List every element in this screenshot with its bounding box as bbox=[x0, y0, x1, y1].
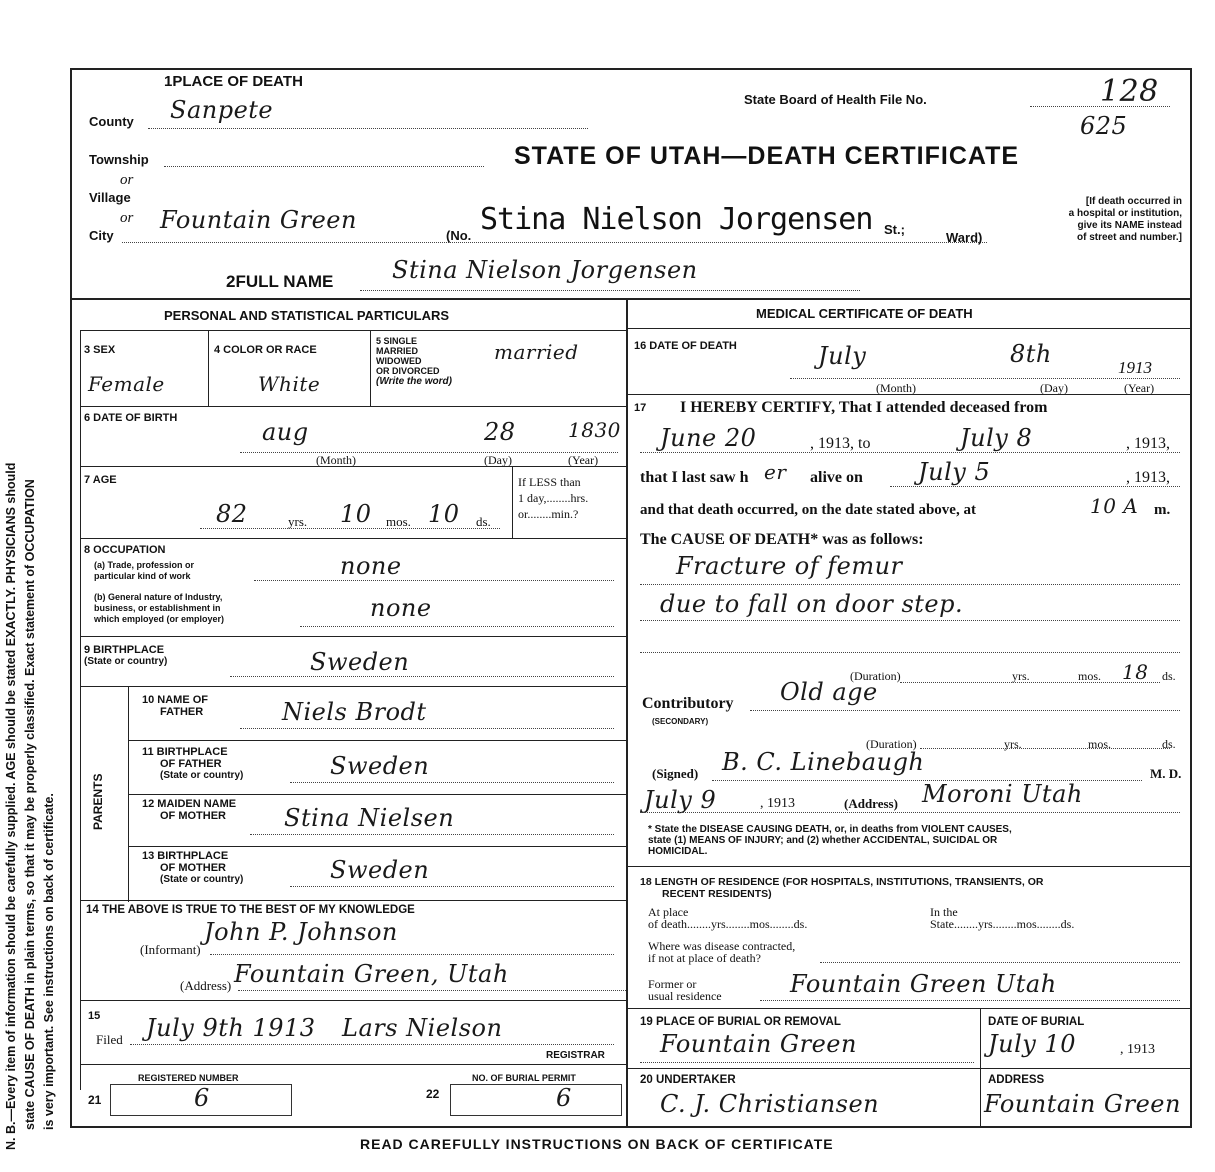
burial-place-line bbox=[640, 1062, 974, 1063]
full-name-value: Stina Nielson Jorgensen bbox=[392, 256, 698, 284]
burial-permit-prefix: 22 bbox=[426, 1087, 440, 1101]
filed-value: July 9th 1913 bbox=[146, 1014, 316, 1042]
file-no-label: State Board of Health File No. bbox=[744, 92, 927, 107]
attended-from-year: , 1913, to bbox=[810, 435, 871, 452]
father-name-label bbox=[142, 694, 208, 718]
header-divider bbox=[70, 298, 1192, 300]
occ-b-label bbox=[94, 592, 224, 625]
contracted bbox=[648, 940, 795, 964]
occ-b-line bbox=[300, 626, 614, 627]
age-less-rule bbox=[512, 466, 513, 538]
dob-label: 6 DATE OF BIRTH bbox=[84, 412, 178, 424]
former-line bbox=[760, 1000, 1180, 1001]
occ-a-label bbox=[94, 560, 194, 582]
occurred-text: and that death occurred, on the date stated above, at bbox=[640, 502, 976, 518]
residence-label-1: 18 LENGTH OF RESIDENCE (FOR HOSPITALS, INSTITUTIONS, TRANSIENTS, OR bbox=[640, 876, 1044, 888]
footnote-3: HOMICIDAL. bbox=[648, 846, 708, 857]
burial-place-label: 19 PLACE OF BURIAL OR REMOVAL bbox=[640, 1016, 841, 1028]
attended-from: June 20 bbox=[660, 424, 757, 452]
last-saw-text-1: that I last saw h bbox=[640, 469, 749, 486]
former-2: usual residence bbox=[648, 989, 722, 1003]
side-instructions bbox=[2, 30, 62, 1150]
burial-date-label: DATE OF BURIAL bbox=[988, 1016, 1085, 1028]
burial-permit-box bbox=[450, 1084, 622, 1116]
duration2-line bbox=[920, 748, 1170, 749]
mother-bp-label-2: OF MOTHER bbox=[160, 862, 226, 874]
dob-day-label: (Day) bbox=[484, 453, 512, 467]
hospital-note-1: [If death occurred in bbox=[1085, 196, 1182, 207]
row-mother-name-rule bbox=[128, 846, 626, 847]
undertaker-address-value: Fountain Green bbox=[984, 1090, 1181, 1118]
signed-label: (Signed) bbox=[652, 766, 699, 781]
informant-line bbox=[210, 954, 614, 955]
occ-a-value: none bbox=[340, 552, 402, 580]
birthplace-value: Sweden bbox=[310, 648, 410, 676]
dob-line bbox=[240, 452, 618, 453]
mother-name-label bbox=[142, 798, 236, 822]
contributory-line bbox=[750, 710, 1180, 711]
personal-section-title: PERSONAL AND STATISTICAL PARTICULARS bbox=[164, 308, 450, 323]
mother-bp-label-1: 13 BIRTHPLACE bbox=[142, 850, 229, 862]
full-name-label: 2FULL NAME bbox=[226, 272, 334, 291]
dod-day-label: (Day) bbox=[1040, 381, 1068, 395]
father-name-value: Niels Brodt bbox=[282, 698, 427, 726]
last-saw-pronoun: er bbox=[764, 460, 787, 484]
registrar-value: Lars Nielson bbox=[342, 1014, 503, 1042]
father-name-label-1: 10 NAME OF bbox=[142, 694, 209, 706]
in-state bbox=[930, 906, 1074, 930]
frame-right bbox=[1190, 68, 1192, 1128]
burial-date-value: July 10 bbox=[988, 1030, 1076, 1058]
no-label: (No. bbox=[446, 228, 472, 243]
mother-bp-line bbox=[290, 886, 614, 887]
burial-place-value: Fountain Green bbox=[660, 1030, 857, 1058]
ward-label: Ward) bbox=[946, 230, 983, 245]
mother-name-line bbox=[250, 834, 614, 835]
mother-bp-value: Sweden bbox=[330, 856, 430, 884]
occurred-m-label: m. bbox=[1154, 502, 1171, 518]
age-ds: 10 bbox=[428, 500, 460, 528]
cause-line-2: due to fall on door step. bbox=[660, 590, 964, 618]
residence-label bbox=[640, 876, 1044, 900]
row-burial-rule bbox=[626, 1068, 1190, 1069]
signed-address-line bbox=[640, 812, 1180, 813]
signed-address-value: Moroni Utah bbox=[922, 780, 1083, 808]
signed-year: , 1913 bbox=[760, 796, 795, 811]
dod-label: 16 DATE OF DEATH bbox=[634, 340, 737, 352]
medical-section-title: MEDICAL CERTIFICATE OF DEATH bbox=[756, 306, 973, 321]
marital-label-3: WIDOWED bbox=[376, 356, 422, 366]
father-name-label-2: FATHER bbox=[160, 706, 204, 718]
center-divider bbox=[626, 298, 628, 1126]
township-line bbox=[164, 166, 484, 167]
filed-line bbox=[130, 1044, 614, 1045]
cause-line-2-rule bbox=[640, 620, 1180, 621]
burial-date-year: , 1913 bbox=[1120, 1042, 1155, 1057]
duration-yrs: yrs. bbox=[1012, 669, 1030, 683]
father-bp-line bbox=[290, 782, 614, 783]
age-less-1: If LESS than bbox=[518, 475, 581, 489]
signed-value: B. C. Linebaugh bbox=[722, 748, 925, 776]
township-label: Township bbox=[89, 152, 149, 167]
age-mos: 10 bbox=[340, 500, 372, 528]
st-label: St.; bbox=[884, 222, 905, 237]
or-label-2: or bbox=[120, 210, 134, 226]
side-note-line-3: is very important. See instructions on back of certificate. bbox=[42, 793, 56, 1130]
row-filed-rule bbox=[80, 1064, 626, 1065]
age-yrs-label: yrs. bbox=[288, 514, 308, 529]
age-ds-label: ds. bbox=[476, 514, 491, 529]
last-saw-line bbox=[890, 486, 1180, 487]
color-value: White bbox=[258, 372, 321, 396]
village-label: Village bbox=[89, 190, 131, 205]
city-value: Fountain Green bbox=[160, 206, 357, 234]
burial-permit-value: 6 bbox=[556, 1084, 572, 1112]
marital-label-1: 5 SINGLE bbox=[376, 336, 418, 346]
informant-heading: 14 THE ABOVE IS TRUE TO THE BEST OF MY KNOWLEDGE bbox=[86, 904, 415, 916]
county-line bbox=[148, 128, 588, 129]
contracted-1: Where was disease contracted, bbox=[648, 939, 796, 953]
former-1: Former or bbox=[648, 977, 697, 991]
duration2-label: (Duration) bbox=[866, 737, 917, 751]
informant-address-line bbox=[238, 990, 626, 991]
at-place-1: At place bbox=[648, 905, 689, 919]
personal-title-rule bbox=[80, 330, 626, 331]
birthplace-label-1: 9 BIRTHPLACE bbox=[84, 644, 165, 656]
father-bp-value: Sweden bbox=[330, 752, 430, 780]
reg-num-prefix: 21 bbox=[88, 1093, 102, 1107]
side-note-line-1: N. B.—Every item of information should be carefully supplied. AGE should be stated EXACTLY. PHYSICIANS should bbox=[4, 462, 18, 1150]
mother-name-label-2: OF MOTHER bbox=[160, 810, 226, 822]
hospital-note-4: of street and number.] bbox=[1076, 232, 1182, 243]
occ-b-label-2: business, or establishment in bbox=[94, 603, 221, 613]
city-label: City bbox=[89, 228, 114, 243]
filed-label: Filed bbox=[96, 1032, 123, 1047]
occ-b-label-1: (b) General nature of Industry, bbox=[94, 592, 223, 602]
informant-label: (Informant) bbox=[140, 942, 201, 957]
typed-name: Stina Nielson Jorgensen bbox=[480, 202, 873, 237]
inner-left-rule bbox=[80, 330, 81, 1090]
last-saw-year: , 1913, bbox=[1126, 469, 1170, 486]
attended-to: July 8 bbox=[960, 424, 1033, 452]
cause-line-3-rule bbox=[640, 652, 1180, 653]
registrar-label: REGISTRAR bbox=[546, 1050, 605, 1061]
marital-label bbox=[376, 336, 452, 388]
row-former-rule bbox=[626, 1008, 1190, 1009]
footnote bbox=[648, 824, 1012, 857]
dob-month: aug bbox=[262, 418, 309, 446]
reg-num-value: 6 bbox=[194, 1084, 210, 1112]
duration-line bbox=[900, 682, 1160, 683]
row-dod-rule bbox=[626, 394, 1190, 395]
attended-line bbox=[640, 452, 1180, 453]
mother-name-value: Stina Nielsen bbox=[284, 804, 455, 832]
signed-address-label: (Address) bbox=[844, 796, 898, 811]
dob-day: 28 bbox=[484, 418, 516, 446]
row-birthplace-rule bbox=[80, 686, 626, 687]
last-saw-text-2: alive on bbox=[810, 469, 863, 486]
full-name-line bbox=[360, 290, 860, 291]
file-no-value: 128 bbox=[1100, 74, 1159, 109]
duration-label: (Duration) bbox=[850, 669, 901, 683]
occupation-label: 8 OCCUPATION bbox=[84, 544, 166, 556]
side-note-line-2: state CAUSE OF DEATH in plain terms, so that it may be properly classified. Exact statement of OCCUPATION bbox=[23, 479, 37, 1130]
row-occ-rule bbox=[80, 636, 626, 637]
dob-year: 1830 bbox=[568, 418, 621, 442]
hospital-note bbox=[1030, 196, 1182, 244]
filed-num: 15 bbox=[88, 1010, 101, 1022]
at-place-2: of death........yrs........mos........ds. bbox=[648, 917, 808, 931]
marital-label-4: OR DIVORCED bbox=[376, 366, 440, 376]
sex-value: Female bbox=[88, 372, 165, 396]
duration2-mos: mos. bbox=[1088, 737, 1112, 751]
dod-month-label: (Month) bbox=[876, 381, 916, 395]
residence-label-2: RECENT RESIDENTS) bbox=[662, 888, 772, 900]
sex-col-rule bbox=[208, 330, 209, 406]
row-father-bp-rule bbox=[128, 794, 626, 795]
burial-permit-label: NO. OF BURIAL PERMIT bbox=[472, 1073, 576, 1083]
age-mos-label: mos. bbox=[386, 514, 411, 529]
secondary-label: (SECONDARY) bbox=[652, 717, 709, 726]
duration2-ds: ds. bbox=[1162, 737, 1176, 751]
county-value: Sanpete bbox=[170, 96, 274, 124]
father-bp-label-2: OF FATHER bbox=[160, 758, 222, 770]
row-footnote-rule bbox=[626, 866, 1190, 867]
father-name-line bbox=[240, 728, 614, 729]
age-yrs: 82 bbox=[216, 500, 248, 528]
in-state-2: State........yrs........mos........ds. bbox=[930, 917, 1075, 931]
occ-a-label-1: (a) Trade, profession or bbox=[94, 560, 195, 570]
mother-name-label-1: 12 MAIDEN NAME bbox=[142, 798, 237, 810]
frame-left bbox=[70, 68, 72, 1128]
duration-ds-value: 18 bbox=[1122, 660, 1149, 684]
age-line bbox=[200, 528, 500, 529]
footer-instructions: READ CAREFULLY INSTRUCTIONS ON BACK OF CERTIFICATE bbox=[360, 1136, 834, 1152]
dod-month: July bbox=[818, 342, 867, 370]
row-age-rule bbox=[80, 538, 626, 539]
reg-num-label: REGISTERED NUMBER bbox=[138, 1073, 239, 1083]
informant-value: John P. Johnson bbox=[204, 918, 398, 946]
cause-line-1-rule bbox=[640, 584, 1180, 585]
cause-label: The CAUSE OF DEATH* was as follows: bbox=[640, 531, 924, 548]
informant-address-value: Fountain Green, Utah bbox=[234, 960, 509, 988]
occurred-time: 10 A bbox=[1090, 494, 1139, 518]
row-dob-rule bbox=[80, 466, 626, 467]
mother-bp-label bbox=[142, 850, 243, 886]
father-bp-label bbox=[142, 746, 243, 782]
place-of-death-label: 1PLACE OF DEATH bbox=[164, 73, 303, 90]
parents-label: PARENTS bbox=[91, 773, 105, 830]
undertaker-address-label: ADDRESS bbox=[988, 1074, 1045, 1086]
cause-line-1: Fracture of femur bbox=[676, 552, 903, 580]
undertaker-label: 20 UNDERTAKER bbox=[640, 1074, 736, 1086]
duration-mos: mos. bbox=[1078, 669, 1102, 683]
dob-month-label: (Month) bbox=[316, 453, 356, 467]
color-label: 4 COLOR OR RACE bbox=[214, 344, 317, 356]
occ-b-label-3: which employed (or employer) bbox=[94, 614, 225, 624]
dod-year: 1913 bbox=[1118, 358, 1152, 377]
certify-text: I HEREBY CERTIFY, That I attended deceased from bbox=[680, 399, 1048, 416]
birthplace-label bbox=[84, 644, 167, 668]
signed-date: July 9 bbox=[644, 786, 717, 814]
dod-line bbox=[790, 378, 1180, 379]
marital-value: married bbox=[494, 340, 579, 364]
dod-day: 8th bbox=[1010, 340, 1052, 368]
contracted-2: if not at place of death? bbox=[648, 951, 761, 965]
medical-title-rule bbox=[626, 328, 1190, 329]
hospital-note-2: a hospital or institution, bbox=[1068, 208, 1182, 219]
age-label: 7 AGE bbox=[84, 474, 117, 486]
in-state-1: In the bbox=[930, 905, 958, 919]
duration2-yrs: yrs. bbox=[1004, 737, 1022, 751]
dob-year-label: (Year) bbox=[568, 453, 599, 467]
mother-bp-label-3: (State or country) bbox=[160, 874, 244, 885]
row-mother-bp-rule bbox=[80, 900, 626, 901]
burial-col-rule bbox=[980, 1008, 981, 1126]
city-line bbox=[122, 242, 987, 243]
row-informant-rule bbox=[80, 1000, 626, 1001]
occ-a-line bbox=[254, 580, 614, 581]
frame-bottom bbox=[70, 1126, 1192, 1128]
marital-label-5: (Write the word) bbox=[376, 376, 452, 387]
father-bp-label-3: (State or country) bbox=[160, 770, 244, 781]
birthplace-label-2: (State or country) bbox=[84, 656, 168, 667]
informant-address-label: (Address) bbox=[180, 978, 232, 993]
undertaker-value: C. J. Christiansen bbox=[660, 1090, 880, 1118]
footnote-1: * State the DISEASE CAUSING DEATH, or, in deaths from VIOLENT CAUSES, bbox=[648, 824, 1012, 835]
footnote-2: state (1) MEANS OF INJURY; and (2) whether ACCIDENTAL, SUICIDAL OR bbox=[648, 835, 998, 846]
signed-md: M. D. bbox=[1150, 766, 1182, 781]
occ-a-label-2: particular kind of work bbox=[94, 571, 191, 581]
at-place bbox=[648, 906, 807, 930]
county-label: County bbox=[89, 114, 134, 129]
marital-label-2: MARRIED bbox=[376, 346, 418, 356]
file-no-value-2: 625 bbox=[1080, 112, 1128, 140]
attended-to-year: , 1913, bbox=[1126, 435, 1170, 452]
last-saw-date: July 5 bbox=[918, 458, 991, 486]
age-less-box bbox=[518, 474, 588, 522]
row-father-name-rule bbox=[128, 740, 626, 741]
contributory-label: Contributory bbox=[642, 695, 734, 712]
duration-ds: ds. bbox=[1162, 669, 1176, 683]
color-col-rule bbox=[370, 330, 371, 406]
age-less-2: 1 day,........hrs. bbox=[518, 491, 589, 505]
occ-b-value: none bbox=[370, 594, 432, 622]
or-label-1: or bbox=[120, 172, 134, 188]
frame-top bbox=[70, 68, 1192, 70]
contracted-line bbox=[820, 962, 1180, 963]
contributory-value: Old age bbox=[780, 678, 878, 706]
sex-label: 3 SEX bbox=[84, 344, 116, 356]
certificate-title: STATE OF UTAH—DEATH CERTIFICATE bbox=[514, 142, 1020, 170]
former-value: Fountain Green Utah bbox=[790, 970, 1057, 998]
row-sex-rule bbox=[80, 406, 626, 407]
father-bp-label-1: 11 BIRTHPLACE bbox=[142, 746, 228, 758]
former-residence bbox=[648, 978, 722, 1002]
certify-num: 17 bbox=[634, 402, 647, 414]
age-less-3: or........min.? bbox=[518, 507, 579, 521]
dod-year-label: (Year) bbox=[1124, 381, 1155, 395]
hospital-note-3: give its NAME instead bbox=[1077, 220, 1182, 231]
birthplace-line bbox=[230, 676, 614, 677]
